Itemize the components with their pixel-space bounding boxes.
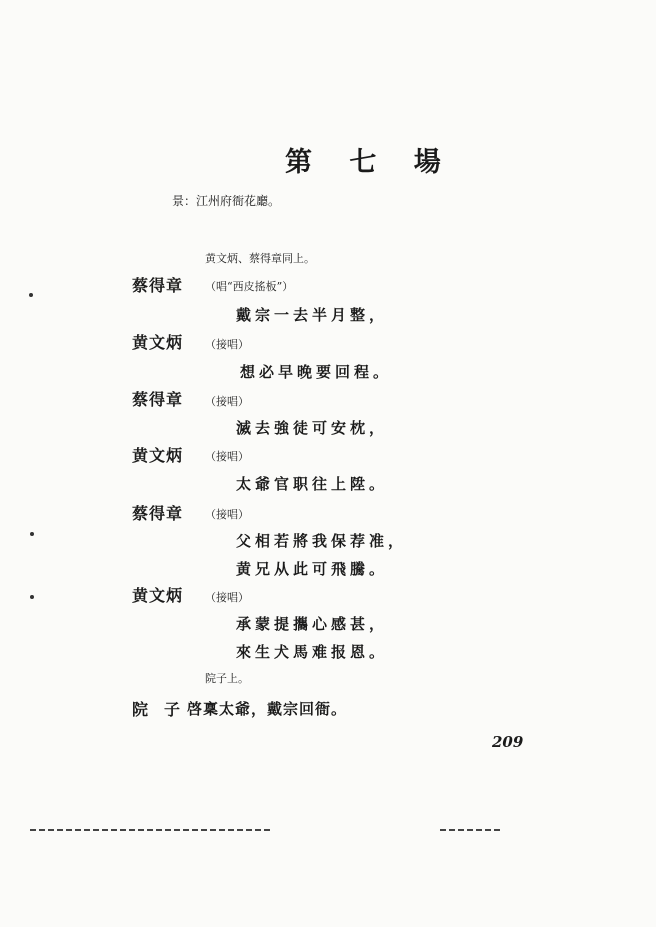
- scene-title: 第 七 場: [285, 147, 455, 178]
- speaker-label: 蔡得章: [132, 504, 184, 523]
- lyric-line: 來生犬馬难报恩。: [236, 643, 389, 661]
- scan-rule: [30, 829, 270, 831]
- lyric-line: 滅去強徒可安枕，: [236, 419, 389, 437]
- lyric-line: 黄兄从此可飛騰。: [236, 560, 389, 578]
- singing-cue: （接唱）: [205, 450, 249, 463]
- speaker-label: 蔡得章: [132, 276, 184, 295]
- scan-speck: [30, 532, 34, 536]
- stage-direction-enter: 黄文炳、蔡得章同上。: [205, 252, 315, 265]
- speaker-label: 黄文炳: [132, 333, 184, 352]
- stage-direction-enter: 院子上。: [205, 672, 249, 685]
- singing-cue: （唱“西皮搖板”）: [205, 280, 294, 293]
- dialogue-line: 啓稟太爺，戴宗回衙。: [187, 700, 348, 718]
- singing-cue: （接唱）: [205, 338, 249, 351]
- singing-cue: （接唱）: [205, 508, 249, 521]
- lyric-line: 想必早晚要回程。: [240, 363, 393, 381]
- speaker-label: 黄文炳: [132, 446, 184, 465]
- page-number: 209: [492, 733, 524, 751]
- lyric-line: 太爺官职往上陞。: [236, 475, 389, 493]
- speaker-label: 院 子: [132, 700, 181, 719]
- scan-speck: [30, 595, 34, 599]
- singing-cue: （接唱）: [205, 395, 249, 408]
- speaker-label: 蔡得章: [132, 390, 184, 409]
- lyric-line: 承蒙提攜心感甚，: [236, 615, 389, 633]
- speaker-label: 黄文炳: [132, 586, 184, 605]
- lyric-line: 戴宗一去半月整，: [236, 306, 389, 324]
- scan-rule: [440, 829, 500, 831]
- lyric-line: 父相若將我保荐准，: [236, 532, 408, 550]
- scan-speck: [29, 293, 33, 297]
- singing-cue: （接唱）: [205, 591, 249, 604]
- scene-setting: 景：江州府衙花廳。: [172, 194, 281, 208]
